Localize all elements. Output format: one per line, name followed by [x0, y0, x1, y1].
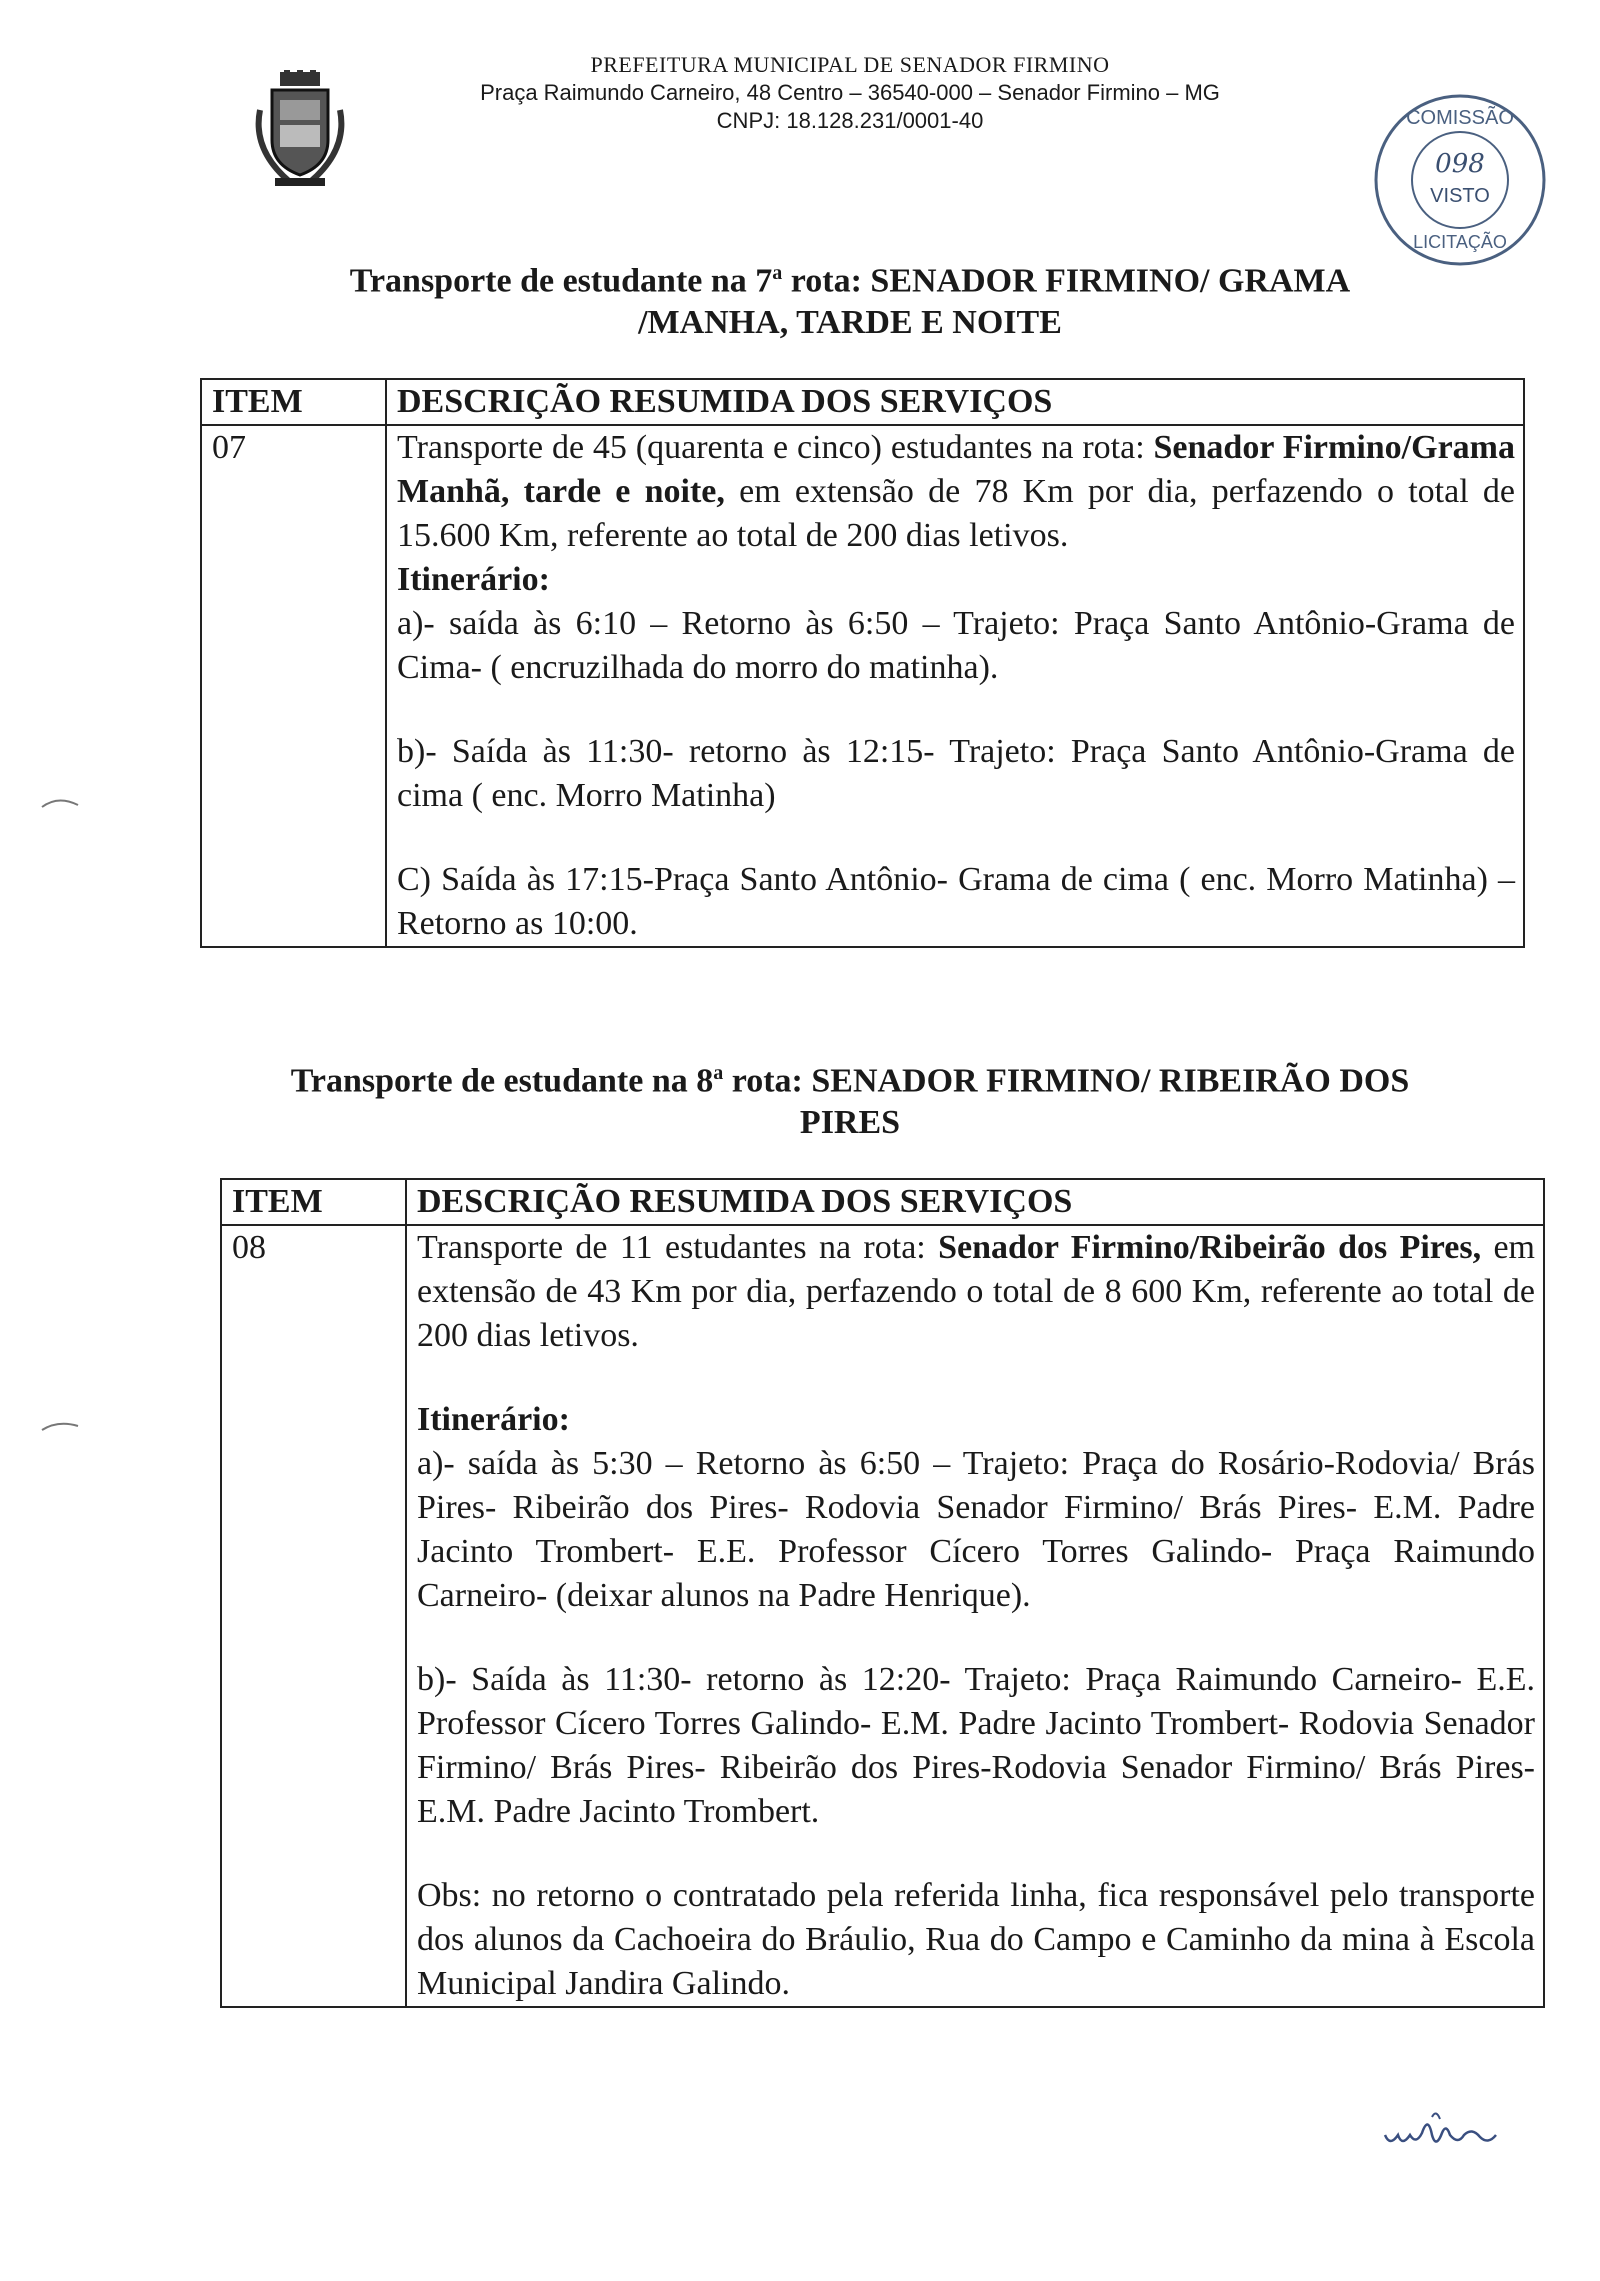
org-cnpj: CNPJ: 18.128.231/0001-40: [716, 108, 984, 133]
item-number: 07: [201, 425, 386, 947]
itinerary-a: a)- saída às 5:30 – Retorno às 6:50 – Trajeto: Praça do Rosário-Rodovia/ Brás Pires- Ribeirão dos Pires- Rodovia Senador Firmino/ Brás Pires- E.M. Padre Jacinto Trombert- E.E. Professor Cícero Torres Galindo- Praça Raimundo Carneiro- (deixar alunos na Padre Henrique).: [417, 1445, 1535, 1614]
service-description: [406, 1225, 1544, 2007]
itinerary-label: Itinerário:: [417, 1401, 570, 1438]
observation: Obs: no retorno o contratado pela referida linha, fica responsável pelo transporte dos alunos da Cachoeira do Bráulio, Rua do Campo e Caminho da mina à Escola Municipal Jandira Galindo.: [417, 1877, 1535, 2002]
itinerary-c: C) Saída às 17:15-Praça Santo Antônio- Grama de cima ( enc. Morro Matinha) – Retorno as 10:00.: [397, 861, 1515, 942]
itinerary-a: a)- saída às 6:10 – Retorno às 6:50 – Trajeto: Praça Santo Antônio-Grama de Cima- ( encruzilhada do morro do matinha).: [397, 605, 1515, 686]
table-header-item: ITEM: [221, 1179, 406, 1225]
service-description: [386, 425, 1524, 947]
description-paragraph: Transporte de 11 estudantes na rota: Senador Firmino/Ribeirão dos Pires, em extensão de 43 Km por dia, perfazendo o total de 8 600 Km, referente ao total de 200 dias letivos.: [417, 1229, 1535, 1354]
stamp-bottom-text: LICITAÇÃO: [1413, 232, 1507, 252]
route8-title: Transporte de estudante na 8$^a$ rota: SENADOR FIRMINO/ RIBEIRÃO DOS PIRES: [290, 1062, 1410, 1142]
table-header-description: DESCRIÇÃO RESUMIDA DOS SERVIÇOS: [406, 1179, 1544, 1225]
item-number: 08: [221, 1225, 406, 2007]
coat-of-arms-icon: [250, 70, 350, 190]
table-header-description: DESCRIÇÃO RESUMIDA DOS SERVIÇOS: [386, 379, 1524, 425]
itinerary-b: b)- Saída às 11:30- retorno às 12:20- Trajeto: Praça Raimundo Carneiro- E.E. Professor Cícero Torres Galindo- E.M. Padre Jacinto Trombert- Rodovia Senador Firmino/ Brás Pires- Ribeirão dos Pires-Rodovia Senador Firmino/ Brás Pires- E.M. Padre Jacinto Trombert.: [417, 1661, 1535, 1830]
letterhead: [0, 50, 1600, 190]
org-name: PREFEITURA MUNICIPAL DE SENADOR FIRMINO: [590, 52, 1110, 77]
commission-stamp: [1370, 90, 1550, 270]
route8-table: [220, 1178, 1545, 2008]
table-header-item: ITEM: [201, 379, 386, 425]
margin-mark-icon: [40, 1418, 80, 1432]
itinerary-label: Itinerário:: [397, 561, 550, 598]
itinerary-b: b)- Saída às 11:30- retorno às 12:15- Trajeto: Praça Santo Antônio-Grama de cima ( enc. Morro Matinha): [397, 733, 1515, 814]
stamp-visto: VISTO: [1430, 185, 1490, 207]
stamp-number: 098: [1435, 149, 1485, 179]
route7-title: Transporte de estudante na 7$^a$ rota: SENADOR FIRMINO/ GRAMA /MANHA, TARDE E NOITE: [349, 262, 1351, 342]
org-address: Praça Raimundo Carneiro, 48 Centro – 36540-000 – Senador Firmino – MG: [480, 80, 1220, 105]
stamp-top-text: COMISSÃO: [1406, 107, 1514, 129]
description-paragraph: Transporte de 45 (quarenta e cinco) estudantes na rota: Senador Firmino/Grama Manhã, tarde e noite, em extensão de 78 Km por dia, perfazendo o total de 15.600 Km, referente ao total de 200 dias letivos.: [397, 429, 1515, 554]
signature-initials: [1380, 2105, 1500, 2155]
margin-mark-icon: [40, 795, 80, 809]
route7-table: [200, 378, 1525, 948]
